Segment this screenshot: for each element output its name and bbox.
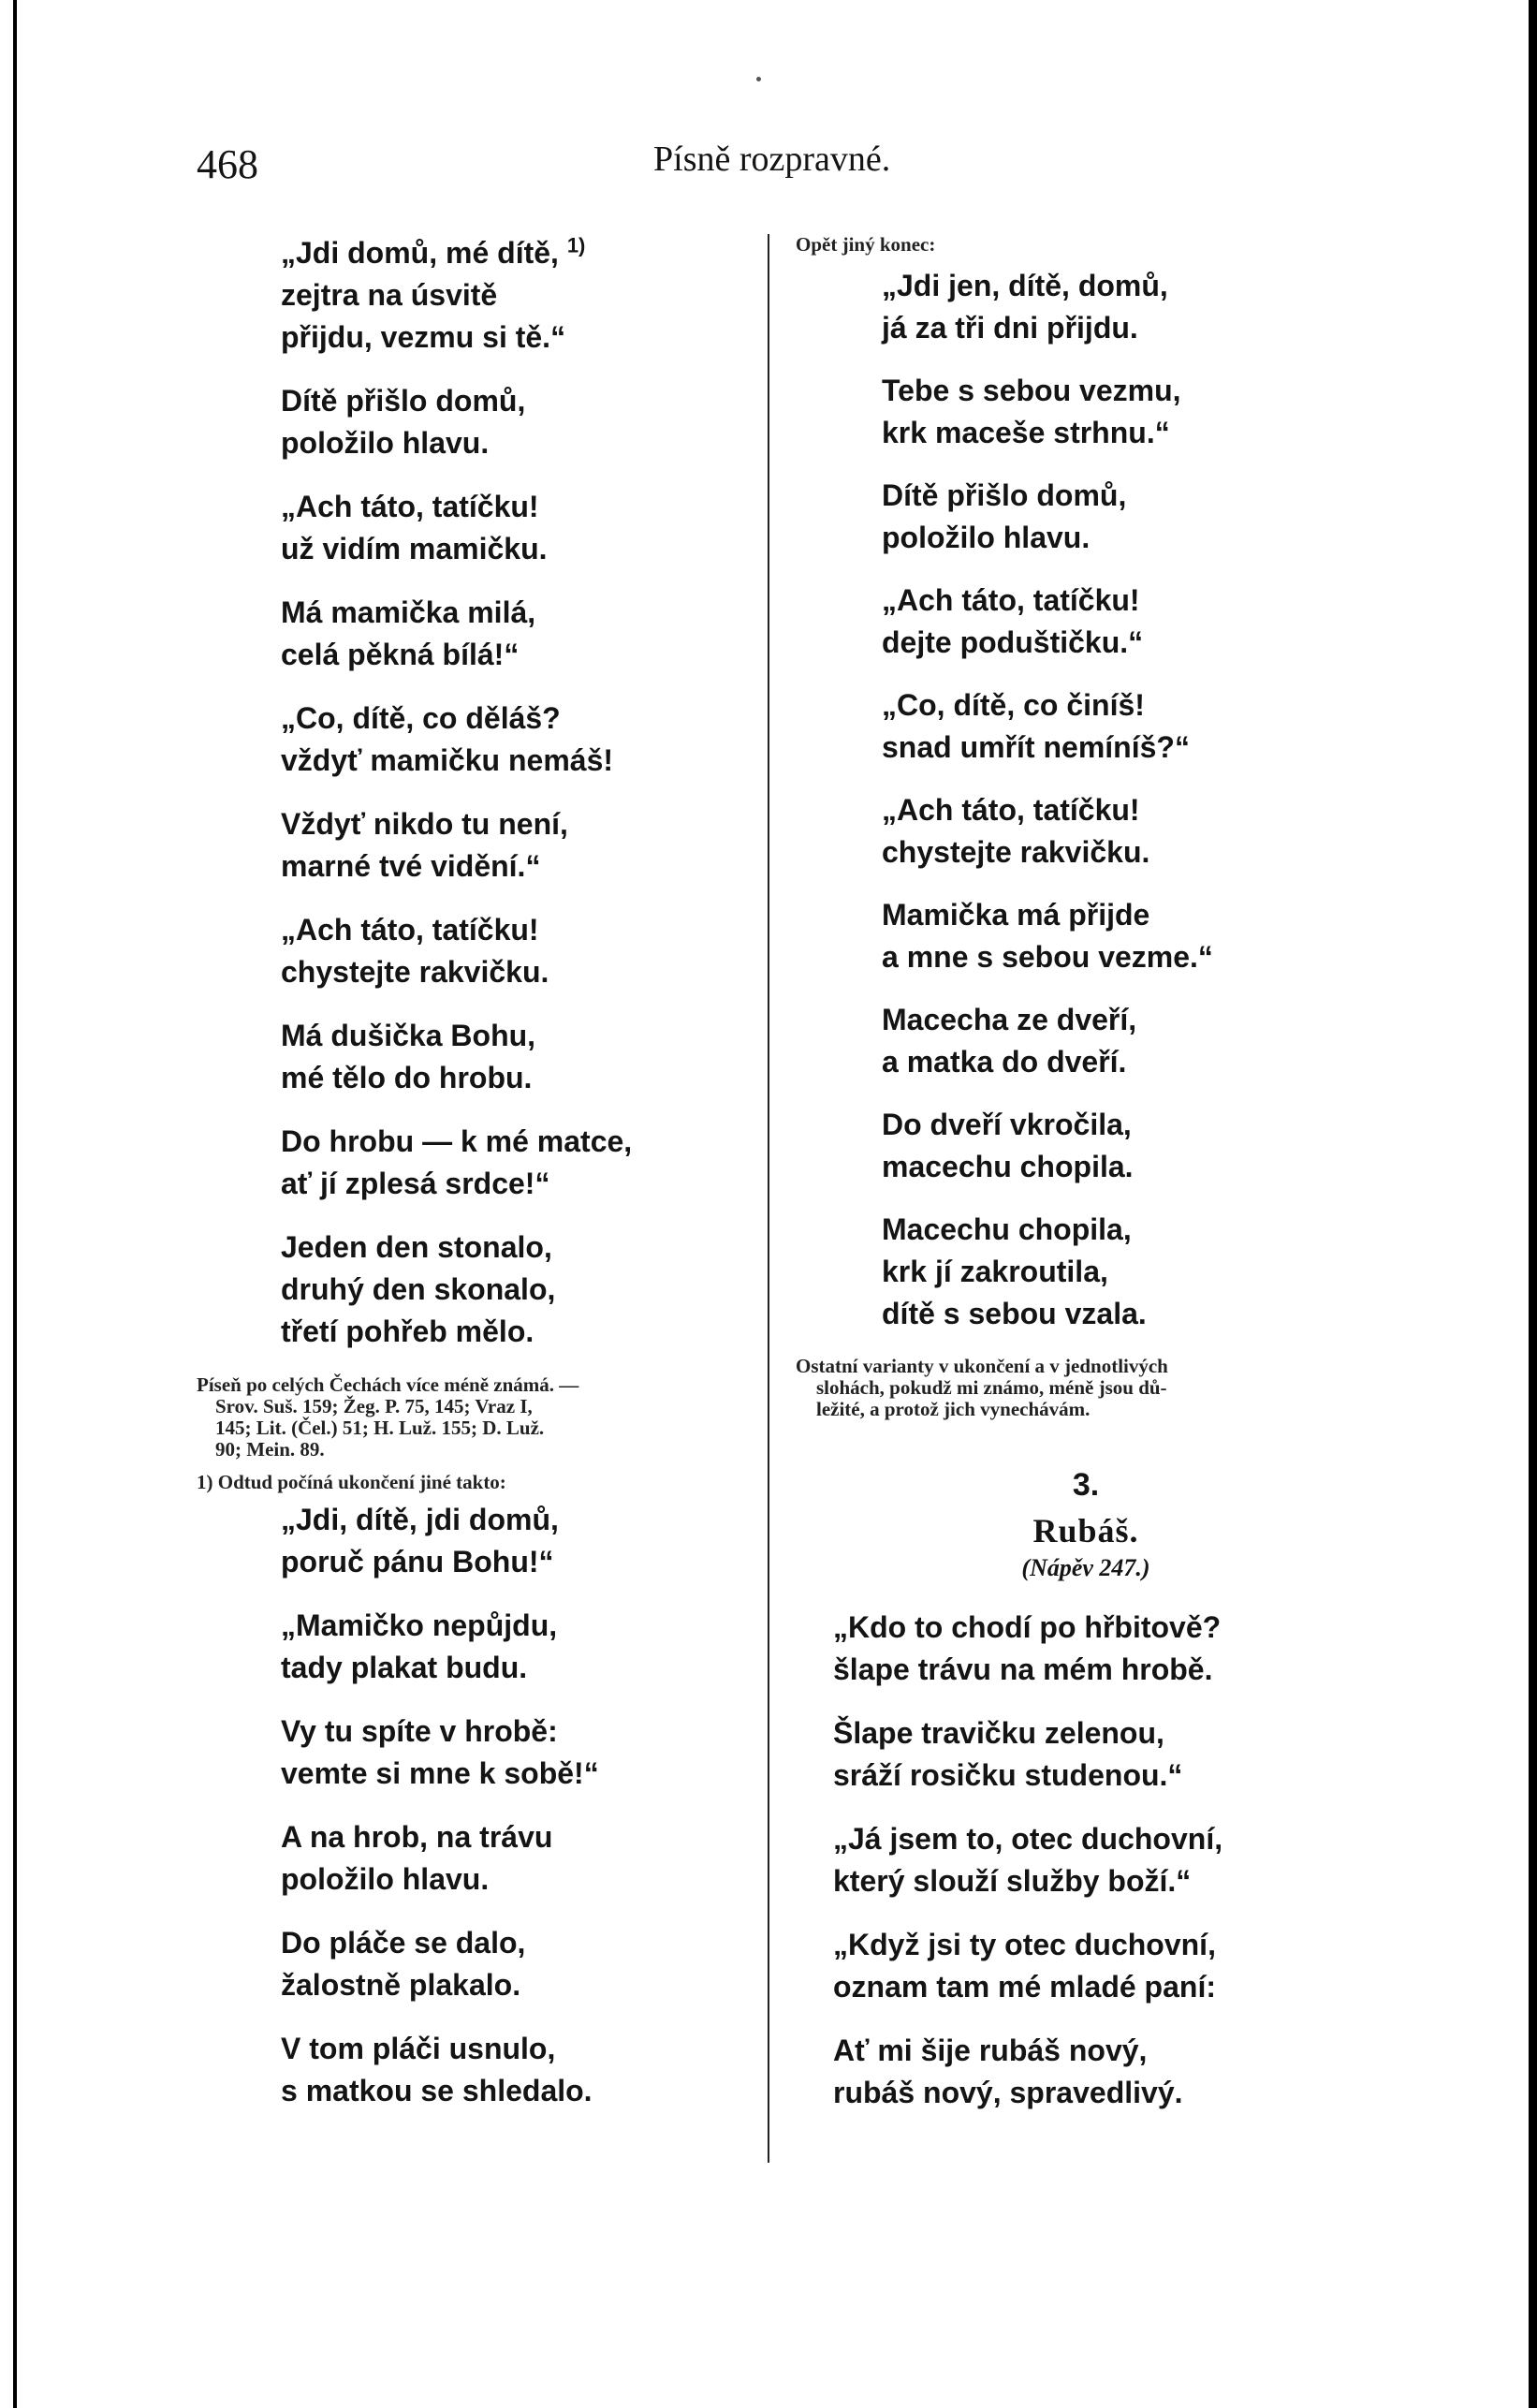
verse-line <box>281 232 749 274</box>
verse-text: Jeden den stonalo, <box>281 1230 552 1264</box>
verse-line <box>833 1712 1376 1755</box>
verse-text: Tebe s sebou vezmu, <box>882 374 1181 407</box>
verse-line <box>281 1753 749 1795</box>
verse-line <box>281 1311 749 1353</box>
verse-line <box>281 528 749 570</box>
stanza <box>882 1104 1376 1188</box>
verse-line <box>833 1966 1376 2008</box>
verse-text: už vidím mamičku. <box>281 532 548 565</box>
stanza <box>833 1712 1376 1797</box>
verse-line <box>882 1146 1376 1188</box>
verse-text: Má dušička Bohu, <box>281 1019 536 1052</box>
stanza <box>281 486 749 570</box>
page-number: 468 <box>197 141 258 187</box>
verse-line <box>281 2070 749 2112</box>
verse-text: šlape trávu na mém hrobě. <box>833 1652 1213 1686</box>
scan-border-left <box>13 0 17 2408</box>
verse-line <box>281 909 749 951</box>
verse-line <box>833 1649 1376 1691</box>
verse-text: zejtra na úsvitě <box>281 278 498 312</box>
verse-line <box>882 622 1376 664</box>
verse-line <box>833 2072 1376 2114</box>
stanza <box>281 380 749 464</box>
right-column <box>796 234 1376 2136</box>
footnote-intro: 1) Odtud počíná ukončení jiné takto: <box>197 1471 506 1493</box>
verse-text: s matkou se shledalo. <box>281 2074 593 2107</box>
verse-text: marné tvé vidění.“ <box>281 849 541 883</box>
melody-reference: (Nápěv 247.) <box>1021 1554 1150 1581</box>
stanza <box>281 1816 749 1901</box>
left-column <box>197 232 749 2134</box>
verse-line <box>882 727 1376 769</box>
verse-line <box>882 831 1376 874</box>
verse-line <box>281 1605 749 1647</box>
verse-line <box>281 1269 749 1311</box>
verse-text: „Když jsi ty otec duchovní, <box>833 1928 1216 1961</box>
verse-line <box>281 1711 749 1753</box>
verse-text: Dítě přišlo domů, <box>882 478 1127 512</box>
verse-line <box>882 894 1376 936</box>
verse-line <box>882 789 1376 831</box>
verse-text: položilo hlavu. <box>882 521 1091 554</box>
note-line: Ostatní varianty v ukončení a v jednotlivých <box>796 1355 1168 1377</box>
note-line: Srov. Suš. 159; Žeg. P. 75, 145; Vraz I, <box>215 1395 533 1417</box>
left-stanzas-a <box>281 232 749 1353</box>
stanza <box>882 1209 1376 1335</box>
stanza <box>882 894 1376 978</box>
verse-text: vemte si mne k sobě!“ <box>281 1756 599 1790</box>
print-speck <box>756 77 761 81</box>
stanza <box>833 2030 1376 2114</box>
verse-line <box>281 634 749 676</box>
stanza <box>882 265 1376 349</box>
stanza <box>281 1922 749 2006</box>
right-stanzas <box>882 265 1376 1335</box>
note-line: ležité, a protož jich vynechávám. <box>816 1398 1091 1420</box>
verse-line <box>882 1293 1376 1335</box>
verse-line <box>833 2030 1376 2072</box>
verse-line <box>833 1818 1376 1860</box>
verse-text: „Ach táto, tatíčku! <box>281 913 539 947</box>
stanza <box>281 1226 749 1353</box>
verse-text: „Kdo to chodí po hřbitově? <box>833 1610 1222 1644</box>
variant-intro: Opět jiný konec: <box>796 233 936 256</box>
stanza <box>281 2028 749 2112</box>
stanza <box>281 592 749 676</box>
verse-line <box>281 2028 749 2070</box>
verse-text: Vždyť nikdo tu není, <box>281 807 568 841</box>
verse-line <box>281 1163 749 1205</box>
note-line: slohách, pokudž mi známo, méně jsou dů- <box>816 1376 1167 1399</box>
verse-text: snad umřít nemíníš?“ <box>882 730 1190 764</box>
stanza <box>833 1607 1376 1691</box>
verse-text: vždyť mamičku nemáš! <box>281 743 614 777</box>
verse-text: krk jí zakroutila, <box>882 1255 1108 1288</box>
note-line: Píseň po celých Čechách více méně známá. — <box>197 1373 579 1396</box>
verse-line <box>281 1226 749 1269</box>
verse-text: „Ach táto, tatíčku! <box>882 583 1140 617</box>
verse-line <box>882 1209 1376 1251</box>
verse-text: dítě s sebou vzala. <box>882 1297 1147 1330</box>
stanza <box>281 1015 749 1099</box>
verse-line <box>882 1251 1376 1293</box>
verse-line <box>833 1924 1376 1966</box>
verse-text: sráží rosičku studenou.“ <box>833 1758 1183 1792</box>
source-note <box>197 1374 749 1461</box>
note-line: 90; Mein. 89. <box>215 1438 325 1461</box>
verse-text: „Co, dítě, co děláš? <box>281 701 561 735</box>
verse-text: „Jdi jen, dítě, domů, <box>882 269 1168 302</box>
verse-text: položilo hlavu. <box>281 426 490 460</box>
verse-line <box>281 1647 749 1689</box>
verse-line <box>882 517 1376 559</box>
stanza <box>281 909 749 993</box>
verse-text: Má mamička milá, <box>281 595 536 629</box>
verse-line <box>882 1041 1376 1083</box>
stanza <box>281 1711 749 1795</box>
verse-line <box>882 307 1376 349</box>
stanza <box>833 1818 1376 1902</box>
stanza <box>281 1605 749 1689</box>
verse-line <box>882 412 1376 454</box>
stanza <box>281 1499 749 1583</box>
verse-text: chystejte rakvičku. <box>882 835 1150 869</box>
verse-text: krk maceše strhnu.“ <box>882 416 1170 449</box>
verse-line <box>281 592 749 634</box>
verse-line <box>281 486 749 528</box>
column-divider <box>768 234 769 2163</box>
verse-line <box>882 1104 1376 1146</box>
verse-line <box>882 475 1376 517</box>
stanza <box>882 999 1376 1083</box>
verse-line <box>281 1057 749 1099</box>
verse-text: rubáš nový, spravedlivý. <box>833 2076 1183 2109</box>
footnote-marker: 1) <box>566 233 586 257</box>
song-number: 3. <box>1072 1467 1100 1503</box>
verse-text: V tom pláči usnulo, <box>281 2032 556 2065</box>
verse-line <box>281 1499 749 1541</box>
verse-text: poruč pánu Bohu!“ <box>281 1545 554 1578</box>
verse-text: „Jdi, dítě, jdi domů, <box>281 1503 559 1536</box>
stanza <box>281 697 749 782</box>
verse-text: druhý den skonalo, <box>281 1272 556 1306</box>
verse-text: celá pěkná bílá!“ <box>281 638 520 671</box>
verse-text: Do hrobu — k mé matce, <box>281 1124 633 1158</box>
verse-text: položilo hlavu. <box>281 1862 490 1896</box>
stanza <box>882 370 1376 454</box>
verse-text: Do pláče se dalo, <box>281 1926 526 1960</box>
verse-line <box>281 803 749 845</box>
note-line: 145; Lit. (Čel.) 51; H. Luž. 155; D. Luž. <box>215 1417 545 1439</box>
song-heading <box>796 1467 1376 1582</box>
verse-line <box>281 1541 749 1583</box>
verse-line <box>882 265 1376 307</box>
song-stanzas <box>833 1607 1376 2114</box>
verse-text: macechu chopila. <box>882 1150 1134 1183</box>
stanza <box>281 232 749 359</box>
verse-text: třetí pohřeb mělo. <box>281 1314 534 1348</box>
verse-text: mé tělo do hrobu. <box>281 1061 533 1094</box>
verse-text: Dítě přišlo domů, <box>281 384 526 418</box>
song-title: Rubáš. <box>1032 1512 1139 1549</box>
stanza <box>882 475 1376 559</box>
verse-text: a mne s sebou vezme.“ <box>882 940 1213 974</box>
verse-text: Do dveří vkročila, <box>882 1108 1132 1141</box>
verse-line <box>281 1964 749 2006</box>
verse-text: „Jdi domů, mé dítě, <box>281 236 559 270</box>
verse-text: a matka do dveří. <box>882 1045 1127 1079</box>
verse-text: „Mamičko nepůjdu, <box>281 1608 558 1642</box>
verse-text: který slouží služby boží.“ <box>833 1864 1192 1898</box>
stanza <box>281 803 749 888</box>
verse-line <box>281 380 749 422</box>
stanza <box>882 789 1376 874</box>
verse-line <box>882 370 1376 412</box>
stanza <box>882 684 1376 769</box>
verse-text: „Já jsem to, otec duchovní, <box>833 1822 1223 1856</box>
verse-line <box>833 1860 1376 1902</box>
verse-line <box>281 1121 749 1163</box>
running-title: Písně rozpravné. <box>653 139 891 179</box>
verse-line <box>281 951 749 993</box>
verse-line <box>281 845 749 888</box>
verse-line <box>281 1816 749 1858</box>
verse-line <box>281 422 749 464</box>
variants-note <box>796 1356 1376 1420</box>
verse-text: „Ach táto, tatíčku! <box>882 793 1140 827</box>
stanza <box>281 1121 749 1205</box>
verse-text: přijdu, vezmu si tě.“ <box>281 320 566 354</box>
verse-text: Ať mi šije rubáš nový, <box>833 2034 1148 2067</box>
verse-text: Macecha ze dveří, <box>882 1003 1137 1036</box>
verse-line <box>281 1858 749 1901</box>
verse-line <box>281 1015 749 1057</box>
verse-line <box>882 936 1376 978</box>
verse-text: Šlape travičku zelenou, <box>833 1716 1164 1750</box>
verse-text: tady plakat budu. <box>281 1651 528 1684</box>
verse-text: ať jí zplesá srdce!“ <box>281 1167 550 1200</box>
verse-text: oznam tam mé mladé paní: <box>833 1970 1216 2004</box>
verse-line <box>281 740 749 782</box>
verse-text: dejte poduštičku.“ <box>882 625 1144 659</box>
verse-text: Vy tu spíte v hrobě: <box>281 1714 558 1748</box>
verse-line <box>882 580 1376 622</box>
stanza <box>833 1924 1376 2008</box>
left-stanzas-b <box>281 1499 749 2112</box>
verse-text: „Co, dítě, co činíš! <box>882 688 1145 722</box>
verse-text: Macechu chopila, <box>882 1212 1132 1246</box>
verse-text: chystejte rakvičku. <box>281 955 549 989</box>
verse-line <box>281 274 749 316</box>
scan-border-right <box>1529 0 1537 2408</box>
stanza <box>882 580 1376 664</box>
verse-text: Mamička má přijde <box>882 898 1150 932</box>
verse-line <box>833 1755 1376 1797</box>
verse-line <box>882 684 1376 727</box>
verse-text: A na hrob, na trávu <box>281 1820 553 1854</box>
verse-line <box>833 1607 1376 1649</box>
verse-line <box>281 697 749 740</box>
verse-line <box>281 316 749 359</box>
verse-text: já za tři dni přijdu. <box>882 311 1138 345</box>
verse-text: žalostně plakalo. <box>281 1968 521 2002</box>
verse-line <box>882 999 1376 1041</box>
verse-text: „Ach táto, tatíčku! <box>281 490 539 523</box>
verse-line <box>281 1922 749 1964</box>
